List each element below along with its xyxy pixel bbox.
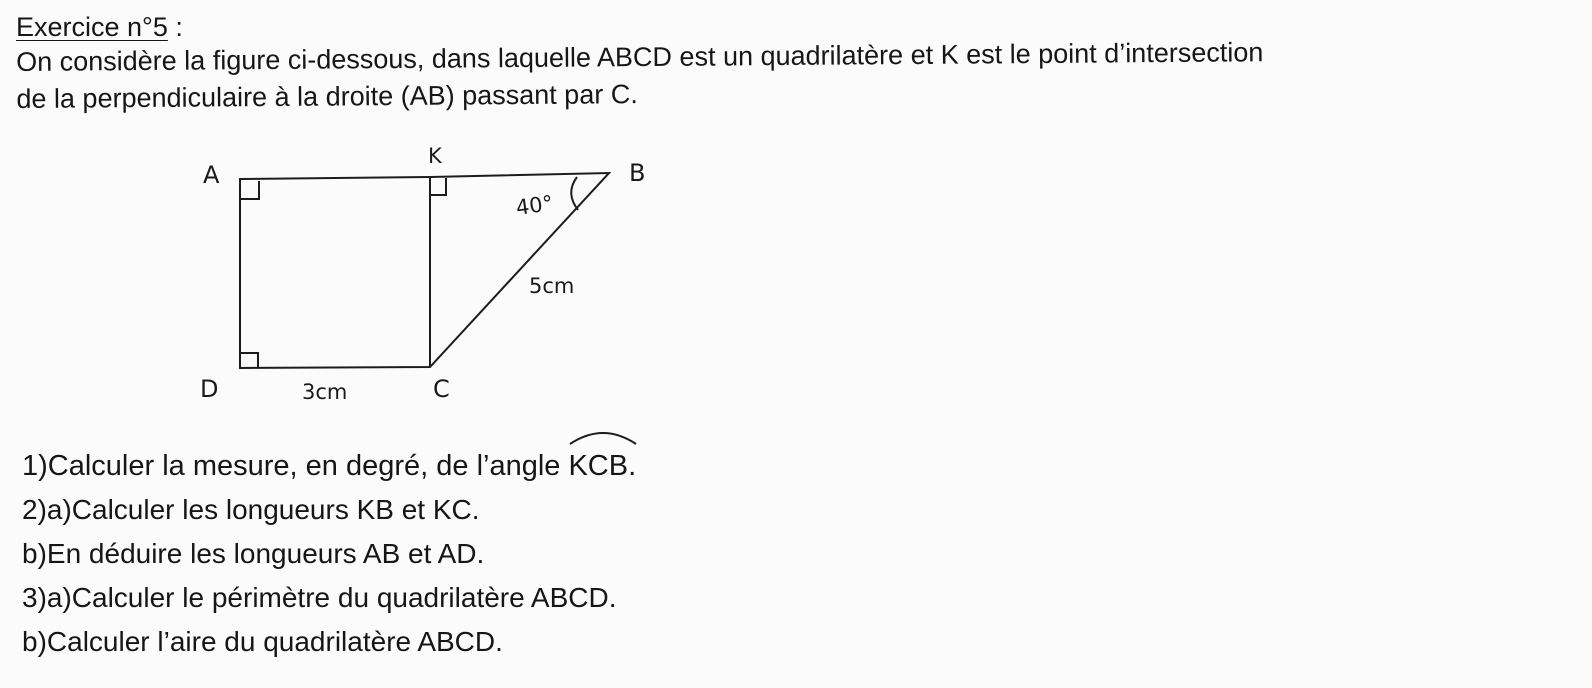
question-1-suffix: . [628,450,637,482]
geometry-figure [195,135,646,415]
question-3b: b)Calculer l’aire du quadrilatère ABCD. [22,626,503,657]
quadrilateral-diagram [195,135,646,415]
question-3a: 3)a)Calculer le périmètre du quadrilatère ABCD. [22,582,617,613]
vertex-label-c: C [433,375,450,403]
vertex-label-b: B [629,159,646,187]
right-angle-a [241,181,259,199]
intro-line-2: de la perpendiculaire à la droite (AB) passant par C. [16,79,638,114]
angle-label-b: 40° [514,191,555,220]
intro-line-1: On considère la figure ci-dessous, dans laquelle ABCD est un quadrilatère et K est le point d’intersection [16,37,1264,77]
vertex-label-a: A [203,161,220,189]
exercise-title [16,12,183,43]
question-2b: b)En déduire les longueurs AB et AD. [22,538,485,569]
base-length-label: 3cm [302,380,348,404]
question-2a: 2)a)Calculer les longueurs KB et KC. [22,494,480,525]
angle-hat-icon [566,426,640,446]
hypotenuse-length-label: 5cm [529,274,575,298]
vertex-label-d: D [200,375,219,403]
angle-name: KCB [568,450,629,482]
right-angle-d [241,353,258,367]
right-angle-k [431,178,446,195]
exercise-intro [16,32,1577,118]
question-1 [22,444,636,488]
angle-arc-b [571,177,578,210]
questions-list [22,444,636,664]
quadrilateral-outline [240,173,609,368]
vertex-label-k: K [428,144,442,168]
angle-notation [568,444,628,488]
exercise-title-text: Exercice n°5 [16,12,168,42]
question-1-text: 1)Calculer la mesure, en degré, de l’angle [22,450,569,482]
exercise-title-suffix: : [167,12,183,42]
